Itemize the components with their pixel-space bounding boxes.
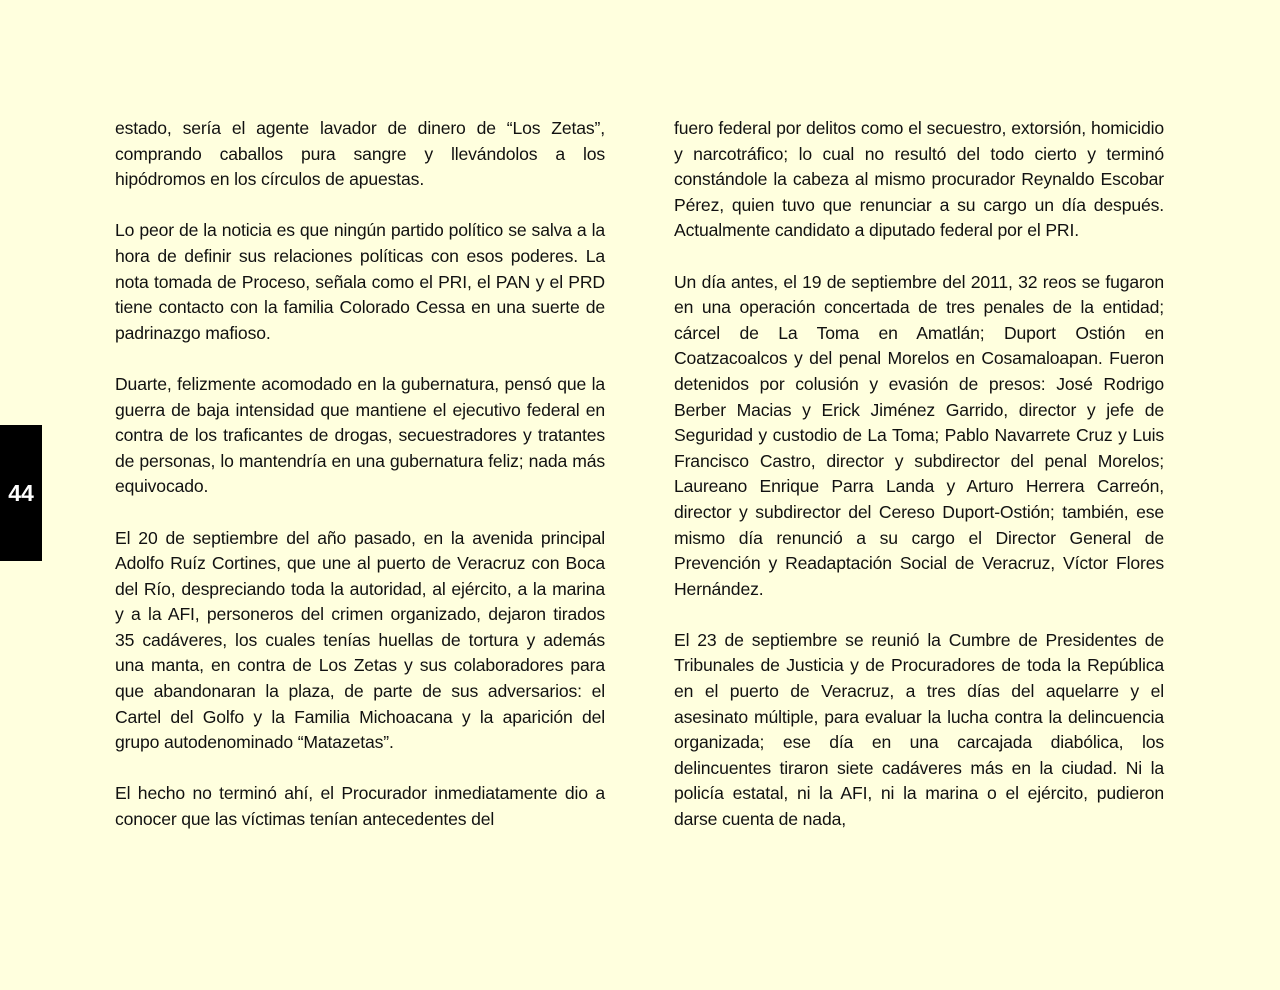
paragraph: Lo peor de la noticia es que ningún partido político se salva a la hora de definir sus relaciones políticas con esos poderes. La nota tomada de Proceso, señala como el PRI, el PAN y el PRD tiene contacto con la familia Colorado Cessa en una suerte de padrinazgo mafioso. <box>115 220 605 343</box>
left-column <box>115 116 605 858</box>
paragraph: estado, sería el agente lavador de dinero de “Los Zetas”, comprando caballos pura sangre y llevándolos a los hipódromos en los círculos de apuestas. <box>115 118 605 190</box>
right-column <box>674 116 1164 858</box>
paragraph: Un día antes, el 19 de septiembre del 2011, 32 reos se fugaron en una operación concertada de tres penales de la entidad; cárcel de La Toma en Amatlán; Duport Ostión en Coatzacoalcos y del penal Morelos en Cosamaloapan. Fueron detenidos por colusión y evasión de presos: José Rodrigo Berber Macias y Erick Jiménez Garrido, director y jefe de Seguridad y custodio de La Toma; Pablo Navarrete Cruz y Luis Francisco Castro, director y subdirector del penal Morelos; Laureano Enrique Parra Landa y Arturo Herrera Carreón, director y subdirector del Cereso Duport-Ostión; también, ese mismo día renunció a su cargo el Director General de Prevención y Readaptación Social de Veracruz, Víctor Flores Hernández. <box>674 271 1164 599</box>
paragraph: El 20 de septiembre del año pasado, en la avenida principal Adolfo Ruíz Cortines, que une al puerto de Veracruz con Boca del Río, despreciando toda la autoridad, al ejército, a la marina y a la AFI, personeros del crimen organizado, dejaron tirados 35 cadáveres, los cuales tenías huellas de tortura y además una manta, en contra de Los Zetas y sus colaboradores para que abandonaran la plaza, de parte de sus adversarios: el Cartel del Golfo y la Familia Michoacana y la aparición del grupo autodenominado “Matazetas”. <box>115 527 605 753</box>
page-number: 44 <box>8 479 34 506</box>
page-number-tab <box>0 425 42 561</box>
paragraph: El 23 de septiembre se reunió la Cumbre de Presidentes de Tribunales de Justicia y de Procuradores de toda la República en el puerto de Veracruz, a tres días del aquelarre y el asesinato múltiple, para evaluar la lucha contra la delincuencia organizada; ese día en una carcajada diabólica, los delincuentes tiraron siete cadáveres más en la ciudad. Ni la policía estatal, ni la AFI, ni la marina o el ejército, pudieron darse cuenta de nada, <box>674 629 1164 830</box>
paragraph: Duarte, felizmente acomodado en la gubernatura, pensó que la guerra de baja intensidad que mantiene el ejecutivo federal en contra de los traficantes de drogas, secuestradores y tratantes de personas, lo mantendría en una gubernatura feliz; nada más equivocado. <box>115 373 605 497</box>
paragraph: fuero federal por delitos como el secuestro, extorsión, homicidio y narcotráfico; lo cual no resultó del todo cierto y terminó constándole la cabeza al mismo procurador Reynaldo Escobar Pérez, quien tuvo que renunciar a su cargo un día después. Actualmente candidato a diputado federal por el PRI. <box>674 118 1164 241</box>
paragraph: El hecho no terminó ahí, el Procurador inmediatamente dio a conocer que las víctimas tenían antecedentes del <box>115 783 605 830</box>
